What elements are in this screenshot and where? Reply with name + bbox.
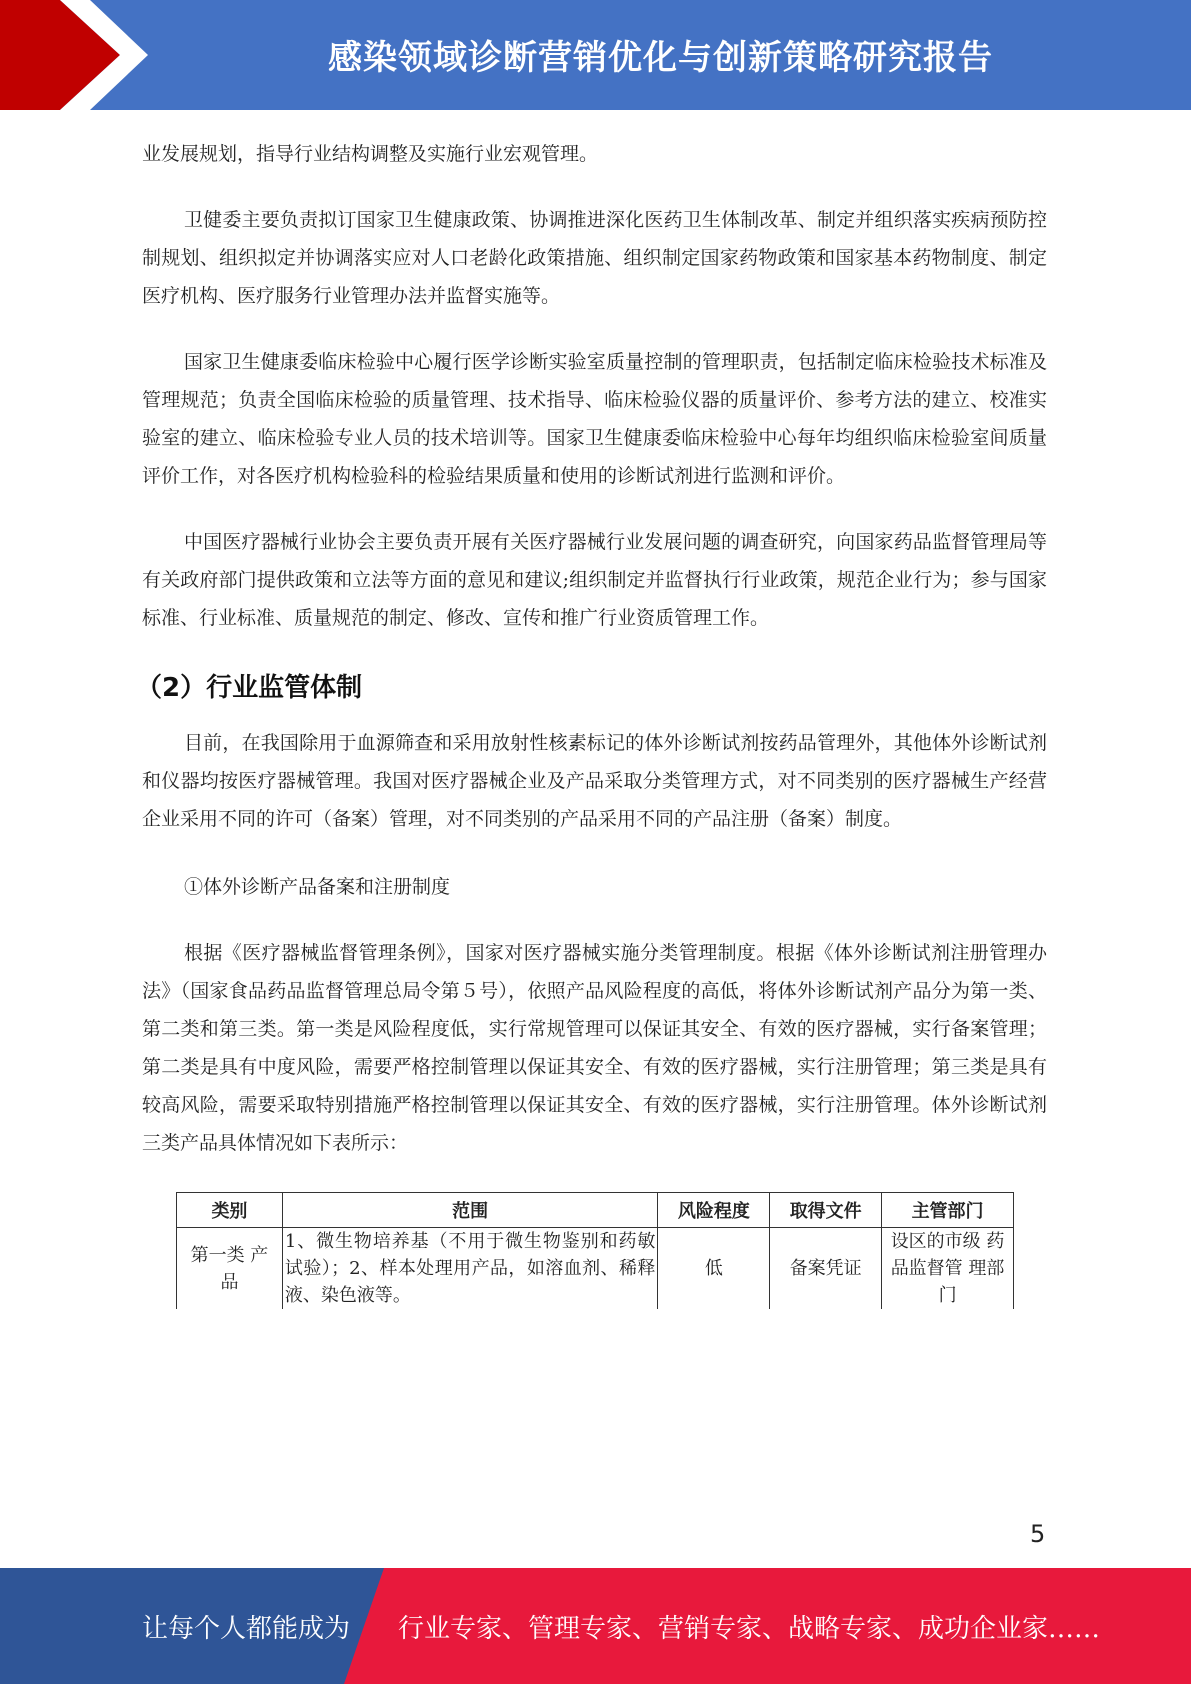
table-cell-category: 第一类 产品 <box>177 1228 283 1310</box>
section-heading: （2）行业监管体制 <box>136 673 363 703</box>
product-class-table <box>176 1192 1014 1309</box>
table-cell-risk: 低 <box>658 1228 770 1310</box>
paragraph-regulation-intro: 目前，在我国除用于血源筛查和采用放射性核素标记的体外诊断试剂按药品管理外，其他体外诊断试剂和仪器均按医疗器械管理。我国对医疗器械企业及产品采取分类管理方式，对不同类别的医疗器械生产经营企业采用不同的许可（备案）管理，对不同类别的产品采用不同的产品注册（备案）制度。 <box>142 732 1047 830</box>
paragraph-device-association: 中国医疗器械行业协会主要负责开展有关医疗器械行业发展问题的调查研究，向国家药品监督管理局等有关政府部门提供政策和立法等方面的意见和建议;组织制定并监督执行行业政策，规范企业行为；参与国家标准、行业标准、质量规范的制定、修改、宣传和推广行业资质管理工作。 <box>142 531 1047 629</box>
page-number: 5 <box>1030 1520 1046 1548</box>
footer-slogan-left: 让每个人都能成为 <box>142 1614 351 1644</box>
paragraph-clinical-lab-center: 国家卫生健康委临床检验中心履行医学诊断实验室质量控制的管理职责，包括制定临床检验技术标准及管理规范；负责全国临床检验的质量管理、技术指导、临床检验仪器的质量评价、参考方法的建立、校准实验室的建立、临床检验专业人员的技术培训等。国家卫生健康委临床检验中心每年均组织临床检验室间质量评价工作，对各医疗机构检验科的检验结果质量和使用的诊断试剂进行监测和评价。 <box>142 351 1047 487</box>
table-header-row <box>177 1193 1014 1228</box>
report-title: 感染领域诊断营销优化与创新策略研究报告 <box>328 38 993 78</box>
header-banner <box>0 0 1191 110</box>
page-content <box>136 135 1047 1309</box>
table-header-scope: 范围 <box>282 1193 658 1228</box>
table-cell-scope: 1、微生物培养基（不用于微生物鉴别和药敏试验）；2、样本处理用产品，如溶血剂、稀释液、染色液等。 <box>282 1228 658 1310</box>
paragraph-classification: 根据《医疗器械监督管理条例》，国家对医疗器械实施分类管理制度。根据《体外诊断试剂注册管理办法》（国家食品药品监督管理总局令第５号），依照产品风险程度的高低，将体外诊断试剂产品分为第一类、第二类和第三类。第一类是风险程度低，实行常规管理可以保证其安全、有效的医疗器械，实行备案管理；第二类是具有中度风险，需要严格控制管理以保证其安全、有效的医疗器械，实行注册管理；第三类是具有较高风险，需要采取特别措施严格控制管理以保证其安全、有效的医疗器械，实行注册管理。体外诊断试剂三类产品具体情况如下表所示： <box>142 942 1047 1154</box>
footer-banner <box>0 1568 1191 1684</box>
table-header-category: 类别 <box>177 1193 283 1228</box>
paragraph-continuation: 业发展规划，指导行业结构调整及实施行业宏观管理。 <box>142 143 599 165</box>
table-cell-department: 设区的市级 药品监督管 理部门 <box>882 1228 1014 1310</box>
header-chevron-decoration <box>0 0 160 110</box>
table-row <box>177 1228 1014 1310</box>
table-header-department: 主管部门 <box>882 1193 1014 1228</box>
subsection-heading: ①体外诊断产品备案和注册制度 <box>184 876 451 898</box>
table-header-risk: 风险程度 <box>658 1193 770 1228</box>
table-cell-document: 备案凭证 <box>770 1228 882 1310</box>
paragraph-health-commission: 卫健委主要负责拟订国家卫生健康政策、协调推进深化医药卫生体制改革、制定并组织落实疾病预防控制规划、组织拟定并协调落实应对人口老龄化政策措施、组织制定国家药物政策和国家基本药物制度、制定医疗机构、医疗服务行业管理办法并监督实施等。 <box>142 209 1047 307</box>
table-header-document: 取得文件 <box>770 1193 882 1228</box>
footer-slogan-right: 行业专家、管理专家、营销专家、战略专家、成功企业家…… <box>398 1614 1101 1644</box>
